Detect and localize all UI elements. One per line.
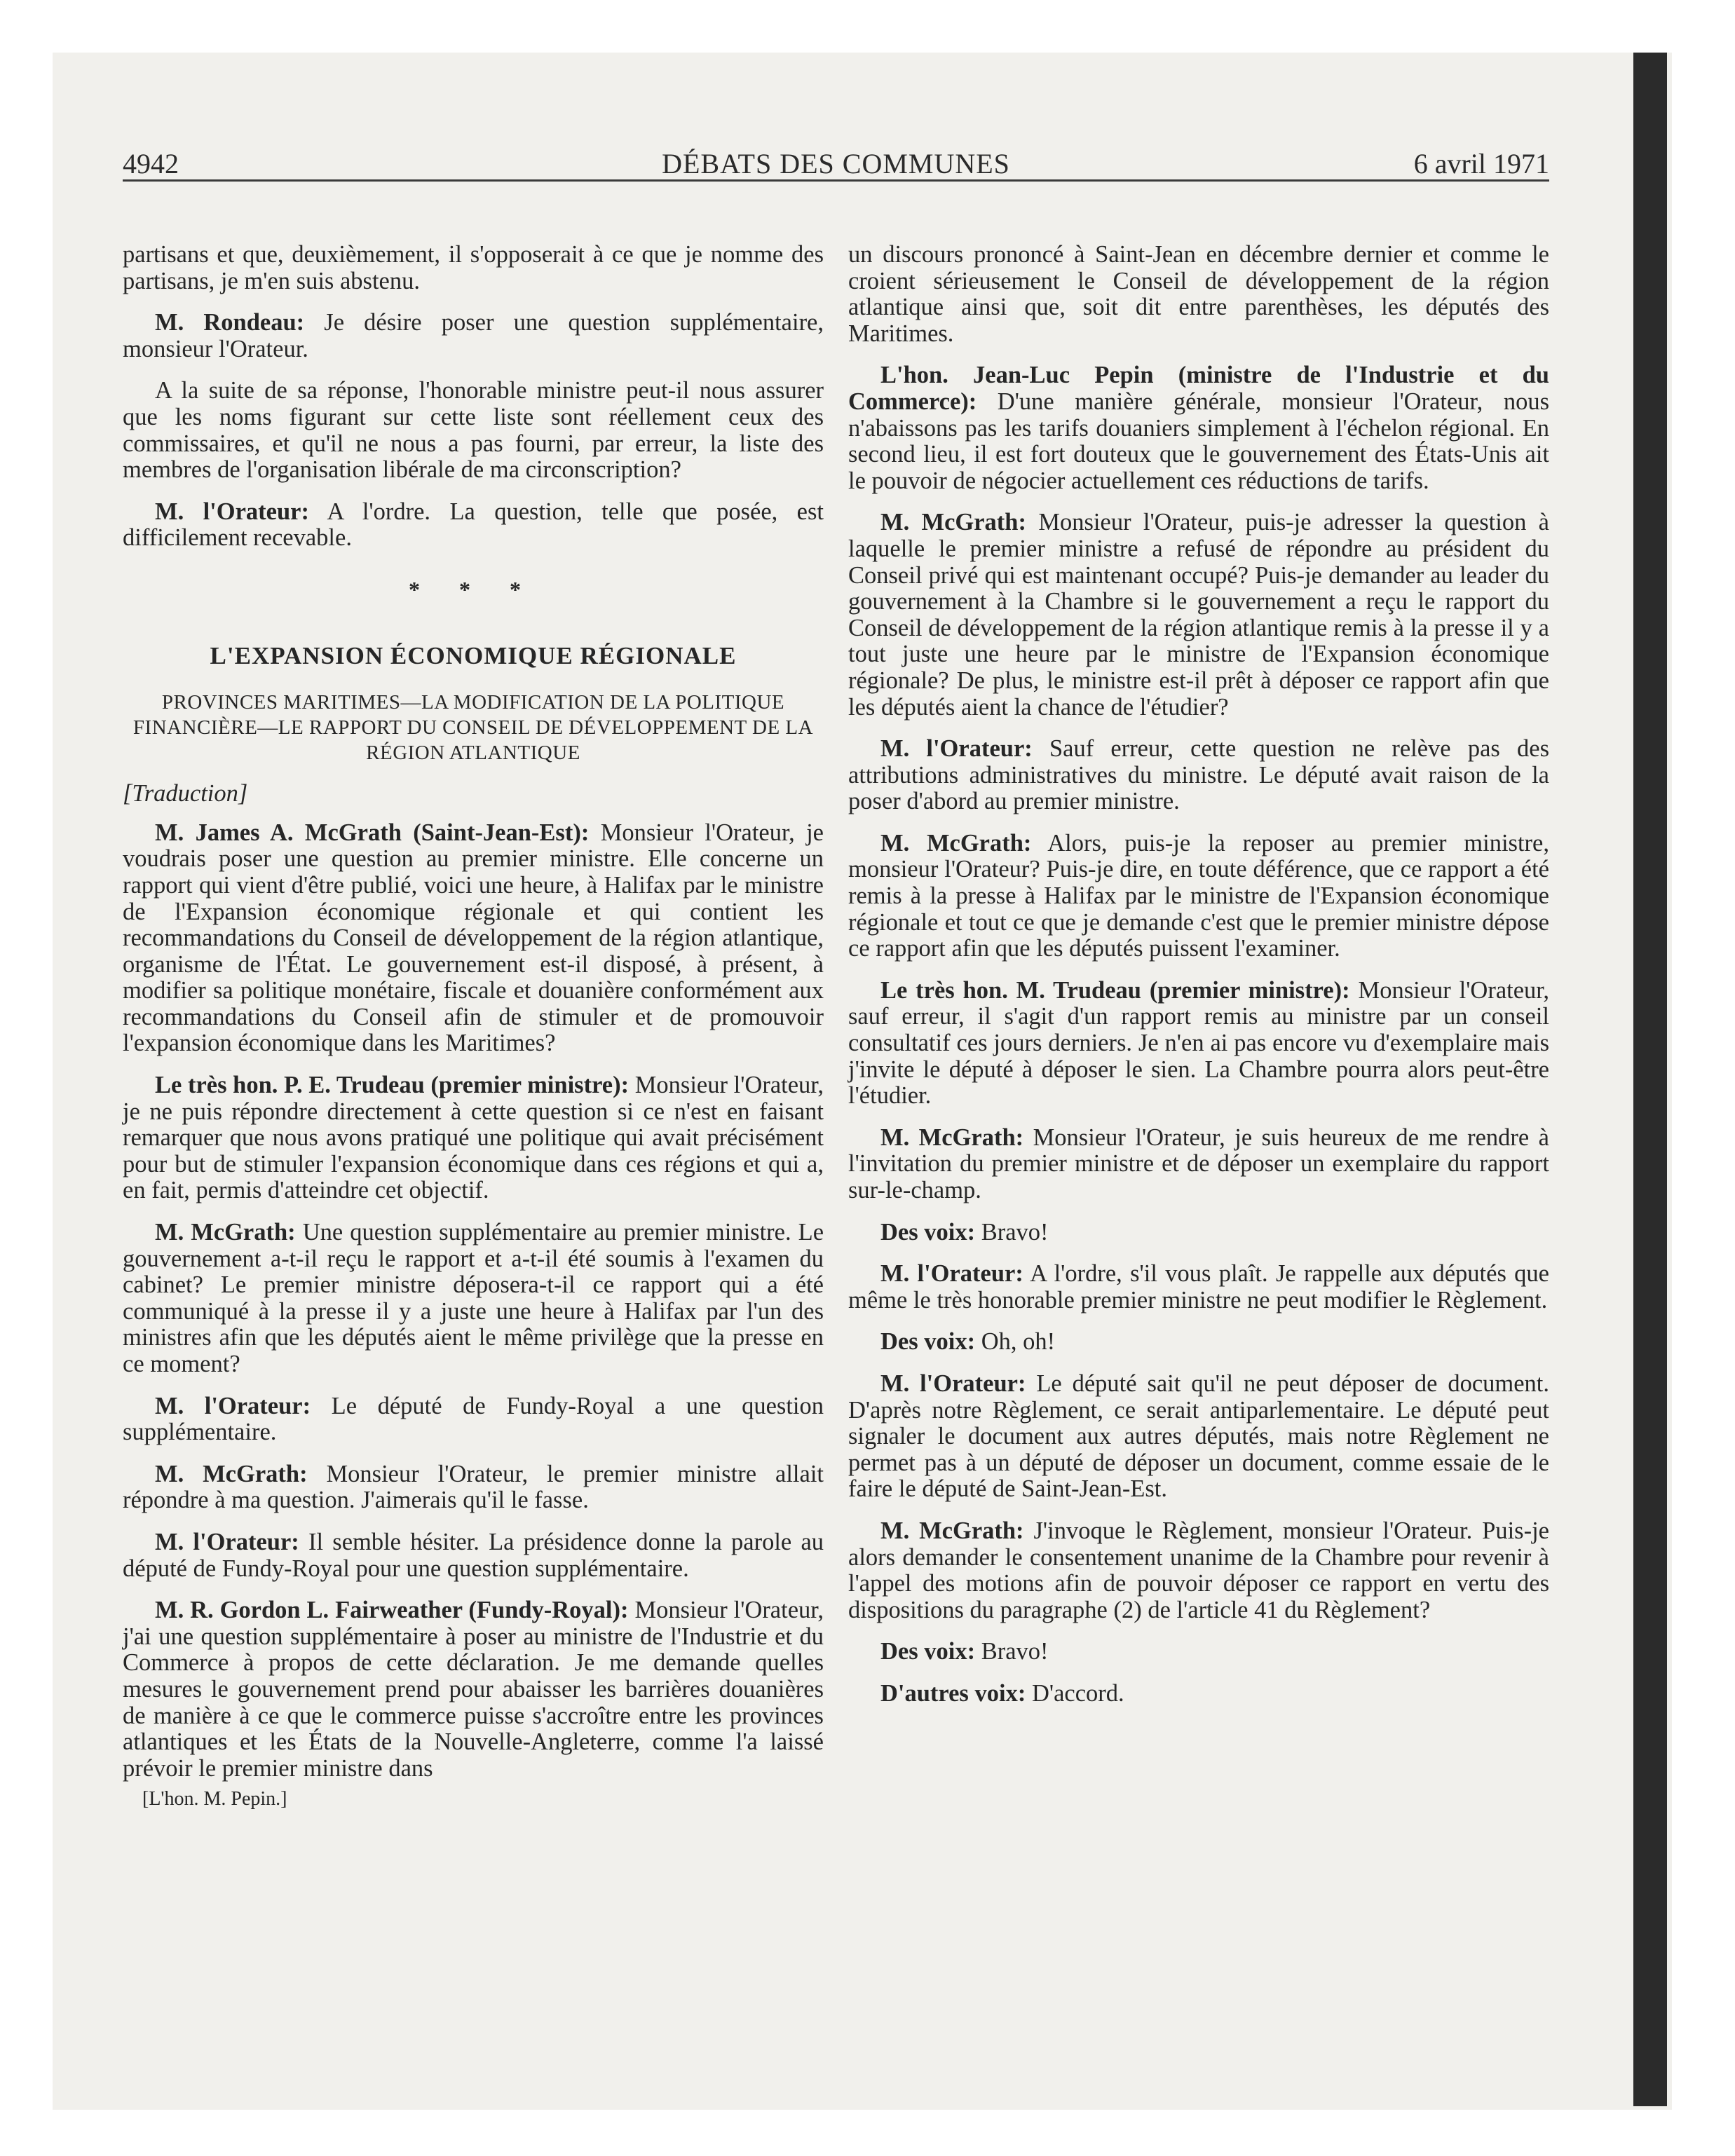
section-subheading: PROVINCES MARITIMES—LA MODIFICATION DE LA POLITIQUE FINANCIÈRE—LE RAPPORT DU CONSEIL DE DÉVELOPPEMENT DE LA RÉGION ATLANTIQUE (132, 691, 814, 765)
translation-note: [Traduction] (123, 780, 248, 807)
speaker-name: Le très hon. P. E. Trudeau (premier ministre): (155, 1072, 630, 1099)
speech-text: D'accord. (1031, 1679, 1124, 1707)
paragraph (848, 978, 1549, 1110)
speech-text: Monsieur l'Orateur, le premier ministre allait répondre à ma question. J'aimerais qu'il le fasse. (123, 1460, 824, 1514)
speech-text: Monsieur l'Orateur, sauf erreur, il s'agit d'un rapport remis au ministre par un conseil consultatif ces jours derniers. Je n'en ai pas encore vu d'exemplaire mais j'invite le député à déposer le sien. La Chambre pourra alors peut-être l'étudier. (848, 976, 1550, 1110)
speaker-name: M. McGrath: (880, 509, 1026, 536)
speech-text: A l'ordre. La question, telle que posée, est difficilement recevable. (123, 498, 824, 552)
paragraph (848, 736, 1549, 815)
speaker-name: L'hon. Jean-Luc Pepin (ministre de l'Industrie et du Commerce): (848, 362, 1549, 415)
speech-text: un discours prononcé à Saint-Jean en décembre dernier et comme le croient sérieusement le Conseil de développement de la région atlantique ainsi que, soit dit entre parenthèses, les députés des Maritimes. (848, 241, 1549, 347)
speech-text: Le député de Fundy-Royal a une question supplémentaire. (123, 1392, 824, 1446)
paragraph (123, 1461, 824, 1514)
speaker-name: M. McGrath: (155, 1219, 296, 1246)
speaker-name: M. McGrath: (880, 1124, 1024, 1151)
right-column (848, 242, 1549, 1723)
paragraph (123, 499, 824, 552)
paragraph (848, 1261, 1549, 1314)
speech-text: A la suite de sa réponse, l'honorable ministre peut-il nous assurer que les noms figurant sur cette liste sont réellement ceux des commissaires, et qu'il ne nous a pas fourni, par erreur, la liste des membres de l'organisation libérale de ma circonscription? (123, 377, 824, 484)
speaker-name: Des voix: (880, 1328, 976, 1356)
speaker-name: M. McGrath: (880, 1517, 1024, 1544)
paragraph (848, 510, 1549, 721)
paragraph (848, 362, 1549, 494)
paragraph (848, 1371, 1549, 1503)
speaker-name: M. James A. McGrath (Saint-Jean-Est): (155, 819, 590, 846)
speaker-name: M. l'Orateur: (155, 1392, 311, 1419)
paragraph: partisans et que, deuxièmement, il s'opposerait à ce que je nomme des partisans, je m'en suis abstenu. (123, 241, 824, 294)
paragraph (123, 310, 824, 362)
binding-edge (1633, 53, 1667, 2106)
speech-text: D'une manière générale, monsieur l'Orateur, nous n'abaissons pas les tarifs douaniers simplement à l'échelon régional. En second lieu, il est fort douteux que le gouvernement des États-Unis ait le pouvoir de négocier actuellement ces réductions de tarifs. (848, 388, 1549, 494)
paragraph (848, 1220, 1549, 1246)
speaker-name: M. l'Orateur: (155, 1528, 299, 1555)
paragraph (123, 1529, 824, 1582)
paragraph (123, 1393, 824, 1446)
speaker-name: M. l'Orateur: (880, 735, 1033, 763)
page-number: 4942 (123, 148, 179, 179)
paragraph (848, 1125, 1549, 1204)
speaker-name: Des voix: (880, 1218, 976, 1246)
section-heading: L'EXPANSION ÉCONOMIQUE RÉGIONALE (210, 641, 737, 669)
paragraph (848, 1329, 1549, 1356)
speech-text: Monsieur l'Orateur, je voudrais poser une question au premier ministre. Elle concerne un rapport qui vient d'être publié, voici une heure, à Halifax par le ministre de l'Expansion économique régionale et qui contient les recommandations du Conseil de développement de la région atlantique, organisme de l'État. Le gouvernement est-il disposé, à présent, à modifier sa politique monétaire, fiscale et douanière conformément aux recommandations du Conseil afin de stimuler et de promouvoir l'expansion économique dans les Maritimes? (123, 819, 824, 1057)
paragraph (848, 242, 1549, 347)
paragraph (123, 1220, 824, 1378)
paragraph (848, 1639, 1549, 1665)
speech-text: Alors, puis-je la reposer au premier ministre, monsieur l'Orateur? Puis-je dire, en toute déférence, que ce rapport a été remis à la presse à Halifax par le ministre de l'Expansion économique régionale et tout ce que je demande c'est que le premier ministre dépose ce rapport afin que les députés puissent l'examiner. (848, 829, 1549, 962)
speech-text: Sauf erreur, cette question ne relève pas des attributions administratives du ministre. Le député avait raison de la poser d'abord au premier ministre. (848, 735, 1549, 815)
sitting-date: 6 avril 1971 (1413, 148, 1549, 179)
speaker-name: M. McGrath: (155, 1460, 308, 1487)
speaker-name: M. R. Gordon L. Fairweather (Fundy-Royal): (155, 1597, 629, 1624)
speech-text: J'invoque le Règlement, monsieur l'Orateur. Puis-je alors demander le consentement unanime de la Chambre pour revenir à l'appel des motions afin de pouvoir déposer ce rapport en vertu des dispositions du paragraphe (2) de l'article 41 du Règlement? (848, 1517, 1549, 1623)
speaker-name: M. Rondeau: (155, 309, 305, 336)
left-column (123, 242, 824, 1813)
speaker-name: Des voix: (880, 1638, 976, 1665)
paragraph (123, 1072, 824, 1204)
speech-text: Une question supplémentaire au premier ministre. Le gouvernement a-t-il reçu le rapport et a-t-il été soumis à l'examen du cabinet? Le premier ministre déposera-t-il ce rapport qui a été communiqué à la presse il y a juste une heure à Halifax par l'un des ministres afin que les députés aient le même privilège que la presse en ce moment? (123, 1219, 824, 1377)
section-separator: * * * (409, 576, 538, 602)
speaker-name: M. l'Orateur: (880, 1260, 1023, 1288)
speech-text: Bravo! (981, 1218, 1049, 1246)
paragraph (848, 1681, 1549, 1707)
speech-text: Oh, oh! (981, 1328, 1056, 1356)
speaker-name: M. l'Orateur: (880, 1370, 1026, 1397)
speaker-name: D'autres voix: (880, 1679, 1026, 1707)
speech-text: Monsieur l'Orateur, puis-je adresser la question à laquelle le premier ministre a refusé de répondre au président du Conseil privé qui est maintenant occupé? Puis-je demander au leader du gouvernement à la Chambre si le gouvernement a reçu le rapport du Conseil de développement de la région atlantique remis à la presse il y a tout juste une heure par le ministre de l'Expansion économique régionale? De plus, le ministre est-il prêt à déposer ce rapport afin que les députés aient la chance de l'étudier? (848, 509, 1549, 721)
speech-text: Bravo! (981, 1638, 1049, 1665)
speech-text: Monsieur l'Orateur, je ne puis répondre directement à cette question si ce n'est en faisant remarquer que nous avons pratiqué une politique qui avait précisément pour but de stimuler l'expansion économique dans ces régions et qui a, en fait, permis d'atteindre cet objectif. (123, 1072, 824, 1204)
speaker-name: Le très hon. M. Trudeau (premier ministre): (880, 976, 1350, 1004)
speaker-name: M. l'Orateur: (155, 498, 309, 525)
speech-text: Je désire poser une question supplémentaire, monsieur l'Orateur. (123, 309, 824, 362)
paragraph (848, 1518, 1549, 1623)
running-title: DÉBATS DES COMMUNES (662, 148, 1010, 179)
speech-text: A l'ordre, s'il vous plaît. Je rappelle aux députés que même le très honorable premier ministre ne peut modifier le Règlement. (848, 1260, 1549, 1314)
speech-text: Monsieur l'Orateur, j'ai une question supplémentaire à poser au ministre de l'Industrie et du Commerce à propos de cette déclaration. Je me demande quelles mesures le gouvernement prend pour abaisser les barrières douanières de manière à ce que le commerce puisse s'accroître entre les provinces atlantiques et les États de la Nouvelle-Angleterre, comme l'a laissé prévoir le premier ministre dans (123, 1597, 824, 1782)
speech-text: Il semble hésiter. La présidence donne la parole au député de Fundy-Royal pour une question supplémentaire. (123, 1528, 824, 1582)
speech-text: Le député sait qu'il ne peut déposer de document. D'après notre Règlement, ce serait antiparlementaire. Le député peut signaler le document aux autres députés, mais notre Règlement ne permet pas à un député de déposer un document, comme essaie de le faire le député de Saint-Jean-Est. (848, 1370, 1550, 1503)
paragraph (123, 378, 824, 483)
paragraph (123, 820, 824, 1057)
header-rule (123, 179, 1549, 182)
paragraph (123, 1597, 824, 1782)
paragraph (848, 831, 1549, 962)
speech-text: Monsieur l'Orateur, je suis heureux de me rendre à l'invitation du premier ministre et de déposer un exemplaire du rapport sur-le-champ. (848, 1124, 1550, 1203)
speaker-name: M. McGrath: (880, 829, 1032, 857)
footer-speaker-note: [L'hon. M. Pepin.] (142, 1788, 287, 1810)
page-header (123, 147, 1549, 189)
